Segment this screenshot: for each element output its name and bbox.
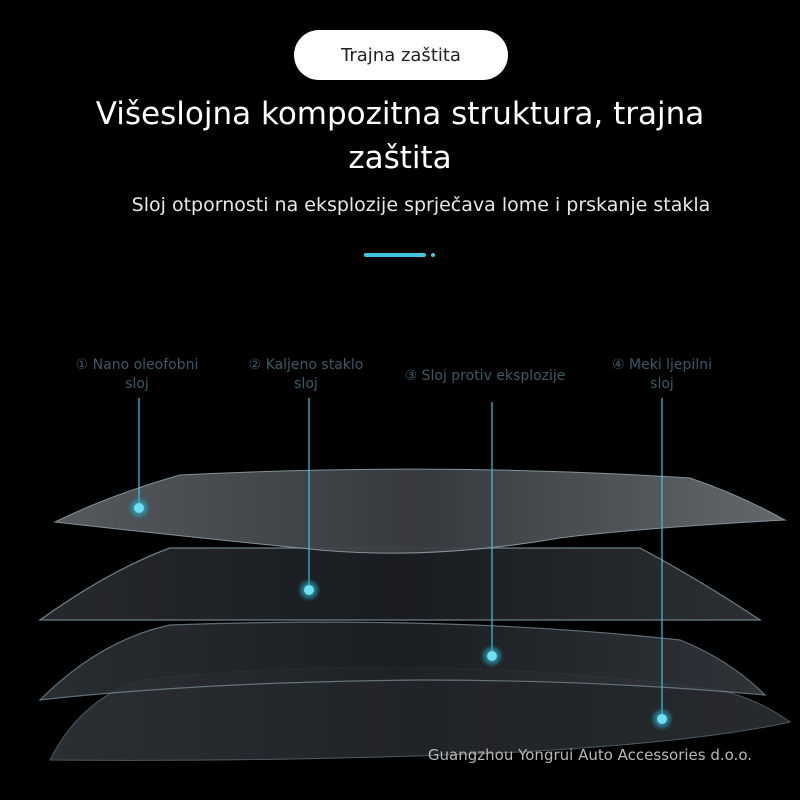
layer-label-4-number: ④	[612, 357, 625, 373]
layer-label-3	[390, 367, 580, 386]
layer-1-sheet	[55, 469, 785, 553]
page-title: Višeslojna kompozitna struktura, trajna zaštita	[95, 96, 705, 176]
badge-label: Trajna zaštita	[341, 44, 461, 66]
footer-company: Guangzhou Yongrui Auto Accessories d.o.o.	[427, 746, 752, 764]
layer-label-2-number: ②	[248, 357, 262, 373]
layer-label-4-line2: sloj	[650, 376, 674, 392]
layer-label-1-number: ①	[75, 357, 89, 373]
layer-label-4	[596, 356, 728, 394]
layer-4-marker	[650, 707, 674, 731]
layer-1-marker	[127, 496, 151, 520]
layer-label-2-line2: sloj	[294, 376, 318, 392]
layer-2-sheet	[40, 548, 760, 620]
layer-3-marker	[480, 644, 504, 668]
layer-label-1	[62, 356, 212, 394]
page-subtitle: Sloj otpornosti na eksplozije sprječava lome i prskanje stakla	[131, 194, 711, 216]
layer-label-1-line2: sloj	[125, 376, 149, 392]
layer-label-2-line1: Kaljeno staklo	[265, 357, 364, 373]
layer-label-3-line1: Sloj protiv eksplozije	[421, 368, 566, 384]
layer-label-1-line1: Nano oleofobni	[92, 357, 199, 373]
layer-label-2	[236, 356, 376, 394]
layer-label-3-number: ③	[404, 368, 418, 384]
layer-2-marker	[297, 578, 321, 602]
layer-label-4-line1: Meki ljepilni	[629, 357, 712, 373]
